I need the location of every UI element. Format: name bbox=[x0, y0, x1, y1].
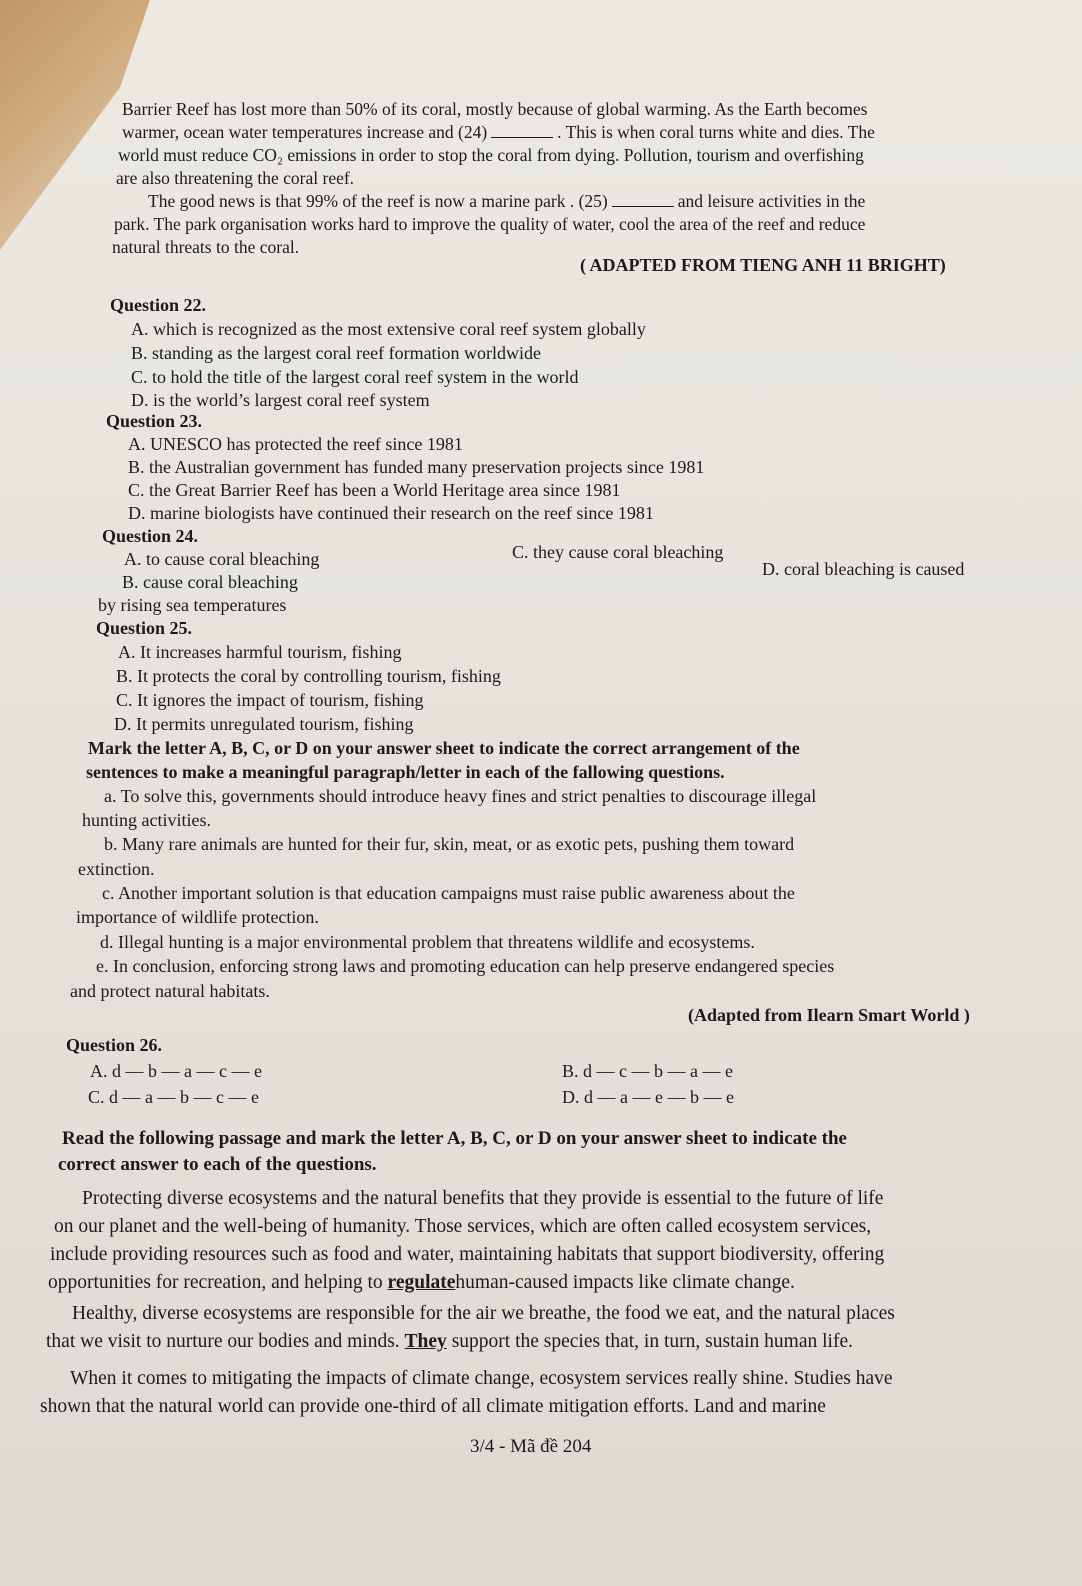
question-22-title: Question 22. bbox=[110, 295, 207, 315]
q25-option-c: C. It ignores the impact of tourism, fishing bbox=[116, 690, 424, 710]
q26-option-a: A. d — b — a — c — e bbox=[90, 1061, 262, 1081]
q22-option-b: B. standing as the largest coral reef formation worldwide bbox=[131, 343, 542, 363]
q23-option-b: B. the Australian government has funded many preservation projects since 1981 bbox=[128, 457, 705, 477]
passage-text: and leisure activities in the bbox=[677, 191, 866, 211]
q24-option-d: D. coral bleaching is caused bbox=[762, 559, 965, 579]
underlined-word-they: They bbox=[404, 1331, 447, 1352]
passage-source: ( ADAPTED FROM TIENG ANH 11 BRIGHT) bbox=[580, 255, 946, 275]
question-25-title: Question 25. bbox=[96, 618, 193, 638]
reading-line: Protecting diverse ecosystems and the natural benefits that they provide is essential to the future of life bbox=[82, 1188, 884, 1209]
sentence-e-continued: and protect natural habitats. bbox=[70, 981, 270, 1001]
reading-text: that we visit to nurture our bodies and minds. bbox=[46, 1331, 400, 1352]
q24-option-c: C. they cause coral bleaching bbox=[512, 542, 724, 562]
passage-line bbox=[122, 121, 875, 143]
sentence-b-continued: extinction. bbox=[78, 859, 155, 879]
reading-line: Healthy, diverse ecosystems are responsible for the air we breathe, the food we eat, and the natural places bbox=[72, 1303, 895, 1324]
arrange-instructions: Mark the letter A, B, C, or D on your answer sheet to indicate the correct arrangement of the bbox=[88, 738, 800, 758]
passage-text: warmer, ocean water temperatures increase and (24) bbox=[122, 122, 488, 142]
question-24-title: Question 24. bbox=[102, 526, 199, 546]
q24-option-d-continued: by rising sea temperatures bbox=[98, 595, 287, 615]
sentence-b: b. Many rare animals are hunted for their fur, skin, meat, or as exotic pets, pushing them toward bbox=[104, 834, 795, 854]
sentence-d: d. Illegal hunting is a major environmental problem that threatens wildlife and ecosystems. bbox=[100, 932, 755, 952]
passage-line: natural threats to the coral. bbox=[112, 237, 300, 257]
passage-line: world must reduce CO₂ emissions in order to stop the coral from dying. Pollution, tourism and overfishing bbox=[118, 145, 864, 165]
reading-text: human-caused impacts like climate change. bbox=[455, 1272, 795, 1293]
q26-option-b: B. d — c — b — a — e bbox=[562, 1061, 733, 1081]
q24-option-a: A. to cause coral bleaching bbox=[124, 549, 320, 569]
q23-option-d: D. marine biologists have continued their research on the reef since 1981 bbox=[128, 503, 654, 523]
q25-option-b: B. It protects the coral by controlling tourism, fishing bbox=[116, 666, 501, 686]
blank-24 bbox=[491, 136, 553, 138]
q23-option-c: C. the Great Barrier Reef has been a World Heritage area since 1981 bbox=[128, 480, 621, 500]
reading-line bbox=[48, 1272, 795, 1294]
sentence-e: e. In conclusion, enforcing strong laws and promoting education can help preserve endangered species bbox=[96, 956, 835, 976]
q24-option-b: B. cause coral bleaching bbox=[122, 572, 298, 592]
q23-option-a: A. UNESCO has protected the reef since 1981 bbox=[128, 434, 463, 454]
sentence-c-continued: importance of wildlife protection. bbox=[76, 907, 319, 927]
arrange-instructions: sentences to make a meaningful paragraph/letter in each of the fallowing questions. bbox=[86, 762, 725, 782]
q25-option-d: D. It permits unregulated tourism, fishing bbox=[114, 714, 414, 734]
arrange-source: (Adapted from Ilearn Smart World ) bbox=[688, 1005, 970, 1025]
reading-text: support the species that, in turn, sustain human life. bbox=[451, 1331, 853, 1352]
q26-option-c: C. d — a — b — c — e bbox=[88, 1087, 259, 1107]
underlined-word-regulate: regulate bbox=[387, 1272, 456, 1293]
reading-line: shown that the natural world can provide one-third of all climate mitigation efforts. Land and marine bbox=[40, 1396, 826, 1417]
q22-option-a: A. which is recognized as the most extensive coral reef system globally bbox=[131, 319, 646, 339]
reading-instructions: correct answer to each of the questions. bbox=[58, 1154, 377, 1175]
q22-option-d: D. is the world’s largest coral reef system bbox=[131, 390, 430, 410]
passage-line: are also threatening the coral reef. bbox=[116, 168, 355, 188]
passage-text: . This is when coral turns white and dies. The bbox=[557, 122, 875, 142]
question-26-title: Question 26. bbox=[66, 1035, 163, 1055]
reading-line: When it comes to mitigating the impacts of climate change, ecosystem services really shine. Studies have bbox=[70, 1368, 893, 1389]
page-footer: 3/4 - Mã đề 204 bbox=[470, 1436, 592, 1457]
passage-line: Barrier Reef has lost more than 50% of its coral, mostly because of global warming. As the Earth becomes bbox=[122, 99, 868, 119]
q25-option-a: A. It increases harmful tourism, fishing bbox=[118, 642, 402, 662]
passage-line bbox=[148, 190, 865, 212]
reading-line bbox=[46, 1331, 853, 1353]
reading-line: include providing resources such as food and water, maintaining habitats that support biodiversity, offering bbox=[50, 1244, 885, 1265]
question-23-title: Question 23. bbox=[106, 411, 203, 431]
sentence-a: a. To solve this, governments should introduce heavy fines and strict penalties to discourage illegal bbox=[104, 786, 817, 806]
blank-25 bbox=[612, 205, 674, 207]
sentence-c: c. Another important solution is that education campaigns must raise public awareness about the bbox=[102, 883, 795, 903]
reading-text: opportunities for recreation, and helping to bbox=[48, 1272, 383, 1293]
reading-line: on our planet and the well-being of humanity. Those services, which are often called ecosystem services, bbox=[54, 1216, 872, 1237]
q22-option-c: C. to hold the title of the largest coral reef system in the world bbox=[131, 367, 579, 387]
passage-line: park. The park organisation works hard to improve the quality of water, cool the area of the reef and reduce bbox=[114, 214, 866, 234]
q26-option-d: D. d — a — e — b — e bbox=[562, 1087, 734, 1107]
reading-instructions: Read the following passage and mark the letter A, B, C, or D on your answer sheet to indicate the bbox=[62, 1128, 847, 1149]
passage-text: The good news is that 99% of the reef is now a marine park . (25) bbox=[148, 191, 608, 211]
sentence-a-continued: hunting activities. bbox=[82, 810, 211, 830]
